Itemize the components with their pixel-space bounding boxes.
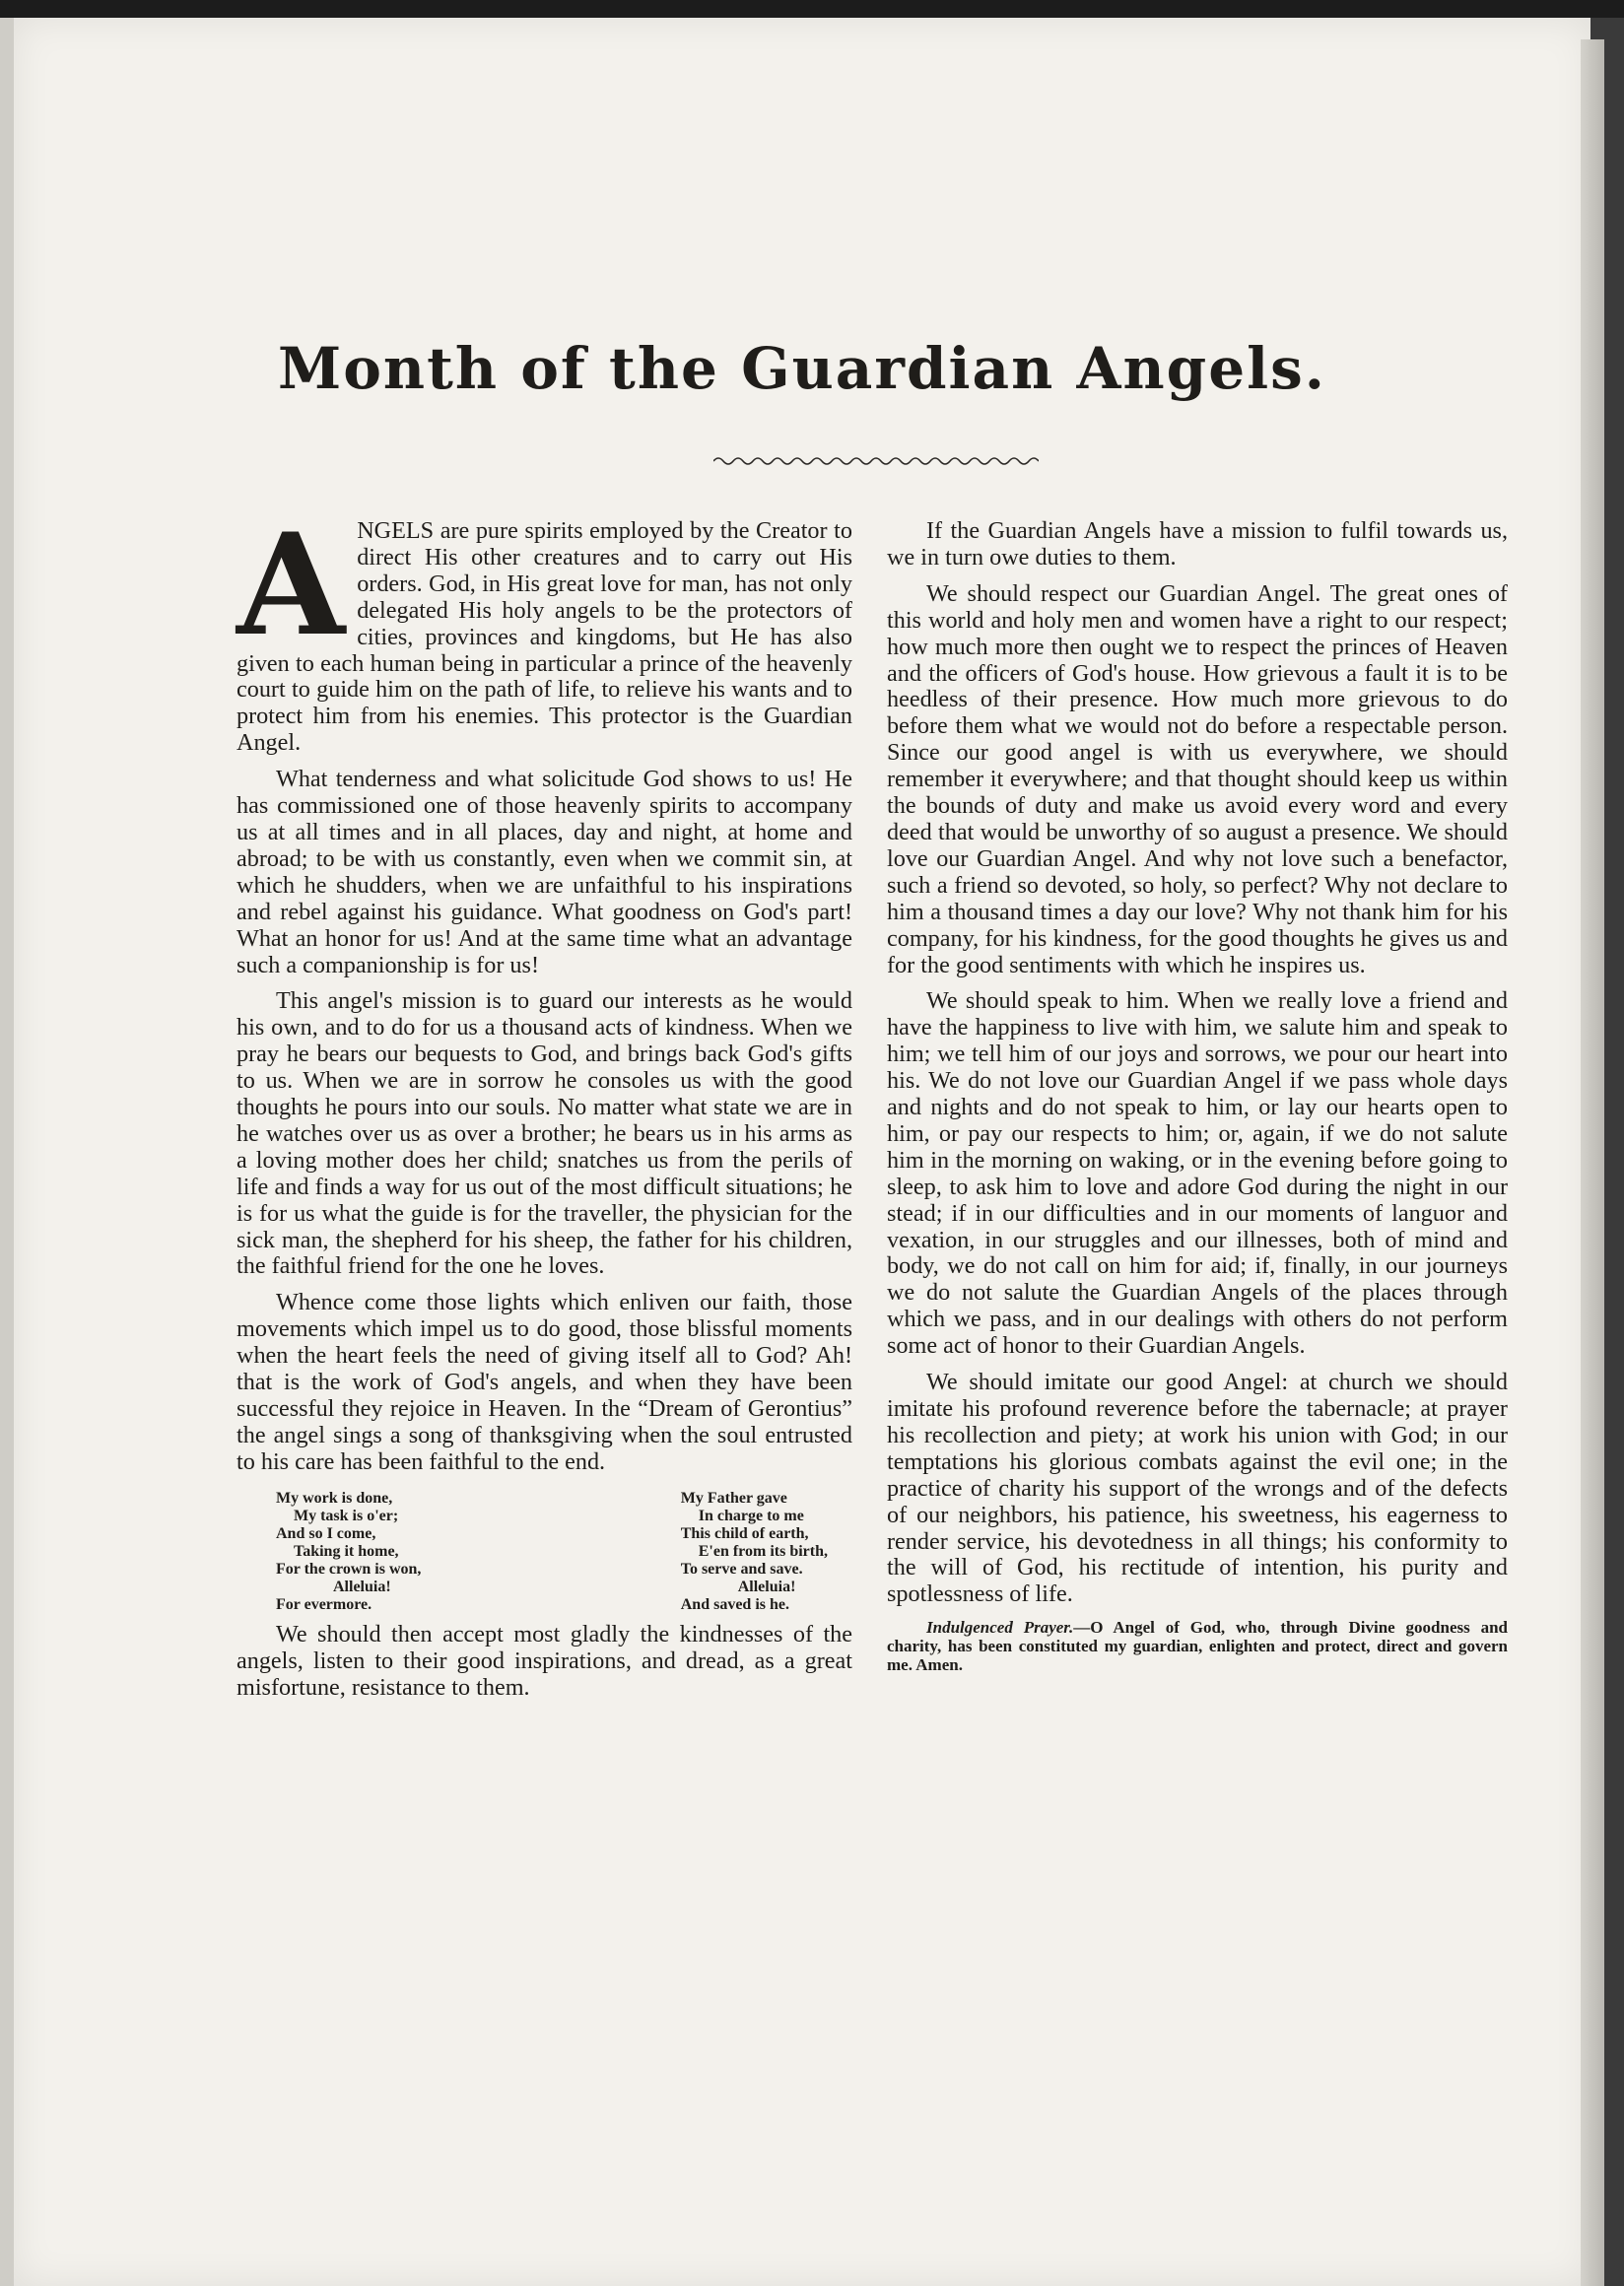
paragraph [237,504,852,757]
poem-line: E'en from its birth, [698,1542,828,1560]
paragraph: We should speak to him. When we really love a friend and have the happiness to live with him, we salute him and speak to him; we tell him of our joys and sorrows, we pour our heart into his. We do not love our Guardian Angel if we pass whole days and nights and do not speak to him, or lay our hearts open to him, or pay our respects to him; or, again, if we do not salute him in the morning on waking, or in the evening before going to sleep, to ask him to love and adore God during the night in our stead; if in our difficulties and in our moments of languor and vexation, in our struggles and our illnesses, both of mind and body, we do not call on him for aid; if, finally, in our journeys we do not salute the Guardian Angels of the places through which we pass, and in our dealings with others do not perform some act of honor to their Guardian Angels. [887,987,1508,1360]
poem-line: And so I come, [276,1524,376,1542]
poem-line: My work is done, [276,1489,393,1507]
scan-top-border [0,0,1624,18]
poem-line: Alleluia! [737,1578,796,1595]
paragraph-text: NGELS are pure spirits employed by the Creator to direct His other creatures and to carry out His orders. God, in His great love for man, has not only delegated His holy angels to be the protectors of cities, provinces and kingdoms, but He has also given to each human being in particular a prince of the heavenly court to guide him on the path of life, to relieve his wants and to protect him from his enemies. This protector is the Guardian Angel. [237,517,852,757]
paragraph: This angel's mission is to guard our interests as he would his own, and to do for us a thousand acts of kindness. When we pray he bears our bequests to God, and brings back God's gifts to us. When we are in sorrow he consoles us with the good thoughts he pours into our souls. No matter what state we are in he watches over us as over a brother; he bears us in his arms as a loving mother does her child; snatches us from the perils of life and finds a way for us out of the most difficult situations; he is for us what the guide is for the traveller, the physician for the sick man, the shepherd for his sheep, the father for his children, the faithful friend for the one he loves. [237,987,852,1280]
poem-line: My task is o'er; [294,1507,399,1524]
page-left-edge [0,18,14,2286]
page-right-edge [1581,39,1604,2286]
wavy-rule-ornament [713,451,1039,471]
poem-line: For the crown is won, [276,1560,422,1578]
poem-stanza-left [276,1490,421,1614]
poem-line: And saved is he. [680,1595,789,1613]
poem-line: This child of earth, [680,1524,809,1542]
document-page [14,18,1590,2286]
poem [276,1490,828,1614]
prayer-heading: Indulgenced Prayer. [926,1618,1074,1638]
poem-line: Alleluia! [333,1578,391,1595]
paragraph: If the Guardian Angels have a mission to fulfil towards us, we in turn owe duties to them. [887,517,1508,571]
paragraph: We should then accept most gladly the kindnesses of the angels, listen to their good inspirations, and dread, as a great misfortune, resistance to them. [237,1620,852,1701]
paragraph: We should respect our Guardian Angel. The great ones of this world and holy men and women have a right to our respect; how much more then ought we to respect the princes of Heaven and the officers of God's house. How grievous a fault it is to be heedless of their presence. How much more grievous to do before them what we would not do before a respectable person. Since our good angel is with us everywhere, we should remember it everywhere; and that thought should keep us within the bounds of duty and make us avoid every word and every deed that would be unworthy of so august a presence. We should love our Guardian Angel. And why not love such a benefactor, such a friend so devoted, so holy, so perfect? Why not declare to him a thousand times a day our love? Why not thank him for his company, for his kindness, for the good thoughts he gives us and for the good sentiments with which he inspires us. [887,579,1508,978]
right-column [887,518,1508,1684]
poem-line: Taking it home, [294,1542,399,1560]
drop-cap: A [237,504,346,667]
left-column [237,504,852,1711]
paragraph: Whence come those lights which enliven our faith, those movements which impel us to do good, those blissful moments when the heart feels the need of giving itself all to God? Ah! that is the work of God's angels, and when they have been successful they rejoice in Heaven. In the “Dream of Gerontius” the angel sings a song of thanksgiving when the soul entrusted to his care has been faithful to the end. [237,1289,852,1475]
paragraph: We should imitate our good Angel: at church we should imitate his profound reverence before the tabernacle; at prayer his recollection and piety; at work his union with God; in our temptations his glorious combats against the evil one; in the practice of charity his support of the wrongs and of the defects of our neighbors, his patience, his sweetness, his eagerness to render service, his devotedness in all things; his conformity to the will of God, his rectitude of intention, his purity and spotlessness of life. [887,1369,1508,1608]
indulgenced-prayer [887,1618,1508,1674]
poem-line: My Father gave [680,1489,787,1507]
paragraph: What tenderness and what solicitude God shows to us! He has commissioned one of those heavenly spirits to accompany us at all times and in all places, day and night, at home and abroad; to be with us constantly, even when we commit sin, at which he shudders, when we are unfaithful to his inspirations and rebel against his guidance. What goodness on God's part! What an honor for us! And at the same time what an advantage such a companionship is for us! [237,766,852,978]
page-title: Month of the Guardian Angels. [278,335,1326,402]
poem-line: In charge to me [698,1507,804,1524]
poem-line: For evermore. [276,1595,372,1613]
prayer-text: —O Angel of God, who, through Divine goodness and charity, has been constituted my guardian, enlighten and protect, direct and govern me. Amen. [887,1618,1509,1675]
poem-stanza-right [681,1490,828,1614]
poem-line: To serve and save. [680,1560,803,1578]
